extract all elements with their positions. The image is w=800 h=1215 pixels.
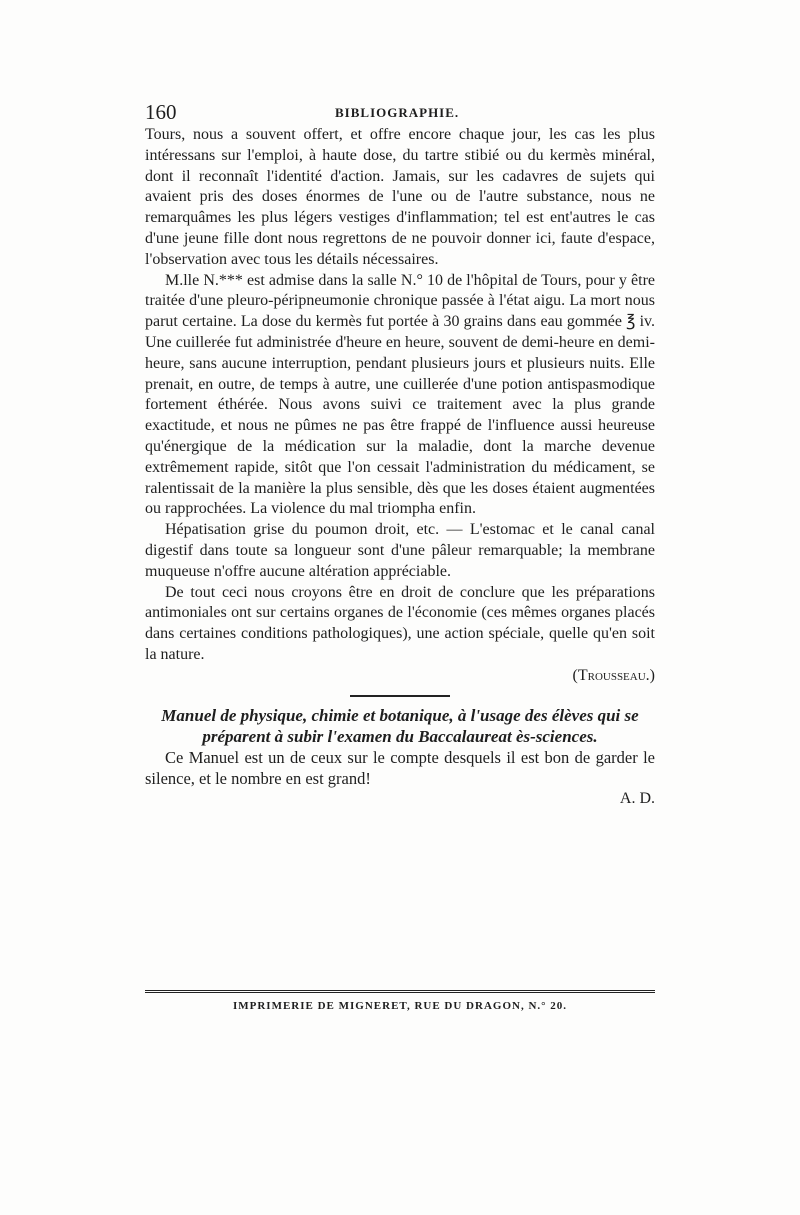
paragraph-4: De tout ceci nous croyons être en droit de conclure que les préparations antimoniales ont sur certains organes de l'économie (ces mêmes organes placés dans certaines conditions pathologiques), une action spéciale, quelle qu'en soit la nature.: [145, 583, 655, 663]
printer-imprint: IMPRIMERIE DE MIGNERET, RUE DU DRAGON, N.° 20.: [232, 1000, 568, 1012]
review-book-title: Manuel de physique, chimie et botanique, à l'usage des élèves qui se préparent à subir l'examen du Baccalaureat ès-sciences.: [161, 705, 639, 746]
page-number: 160: [145, 100, 177, 124]
main-text: [145, 125, 655, 809]
review-signature: A. D.: [619, 789, 655, 807]
review-text: Ce Manuel est un de ceux sur le compte desquels il est bon de garder le silence, et le nombre en est grand!: [145, 747, 655, 788]
paragraph-1: Tours, nous a souvent offert, et offre encore chaque jour, les cas les plus intéressans sur l'emploi, à haute dose, du tartre stibié ou du kermès minéral, dont il reconnaît l'identité d'action. Jamais, sur les cadavres de sujets qui avaient pris des doses énormes de l'une ou de l'autre substance, nous ne remarquâmes les plus légers vestiges d'inflammation; tel est ent'autres le cas d'une jeune fille dont nous regrettons de ne pouvoir donner ici, faute d'espace, l'observation avec tous les détails nécessaires.: [145, 126, 655, 268]
paragraph-3: Hépatisation grise du poumon droit, etc. — L'estomac et le canal canal digestif dans toute sa longueur sont d'une pâleur remarquable; la membrane muqueuse n'offre aucune altération appréciable.: [145, 521, 655, 580]
footer-rule: [145, 990, 655, 993]
signature-trousseau: (Trousseau.): [572, 666, 655, 684]
running-head: BIBLIOGRAPHIE.: [335, 105, 460, 120]
paragraph-2: M.lle N.*** est admise dans la salle N.° 10 de l'hôpital de Tours, pour y être traitée d'une pleuro-péripneumonie chronique passée à l'état aigu. La mort nous parut certaine. La dose du kermès fut portée à 30 grains dans eau gommée ℥ iv. Une cuillerée fut administrée d'heure en heure, souvent de demi-heure en demi-heure, sans aucune interruption, pendant plusieurs jours et plusieurs nuits. Elle prenait, en outre, de temps à autre, une cuillerée d'une potion antispasmodique fortement éthérée. Nous avons suivi ce traitement avec la plus grande exactitude, et nous ne pûmes ne pas être frappé de l'influence aussi heureuse qu'énergique de la médication sur la maladie, dont la marche devenue extrêmement rapide, sitôt que l'on cessait l'administration du médicament, se ralentissait de la manière la plus sensible, dès que les doses étaient augmentées ou rapprochées. La violence du mal triompha enfin.: [145, 271, 655, 518]
section-divider: [350, 695, 450, 697]
page-header: [145, 100, 655, 126]
